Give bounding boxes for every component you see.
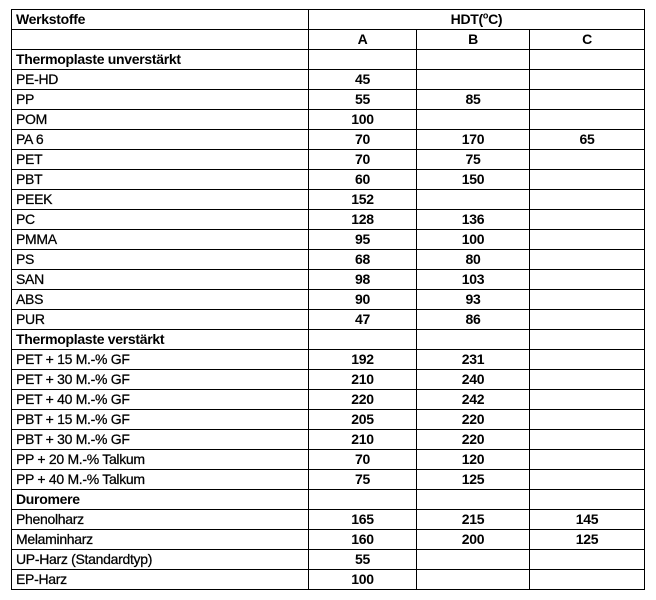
material-name: PE-HD	[12, 70, 309, 90]
hdt-value-c	[530, 290, 645, 310]
table-row	[12, 430, 645, 450]
hdt-value-b: 220	[417, 410, 530, 430]
hdt-value-b: 103	[417, 270, 530, 290]
section-empty-cell	[309, 330, 417, 350]
table-row	[12, 310, 645, 330]
table-row	[12, 290, 645, 310]
section-empty-cell	[309, 490, 417, 510]
material-name: POM	[12, 110, 309, 130]
section-empty-cell	[530, 490, 645, 510]
hdt-value-a: 60	[309, 170, 417, 190]
material-name: PEEK	[12, 190, 309, 210]
hdt-value-a: 90	[309, 290, 417, 310]
hdt-value-a: 100	[309, 570, 417, 590]
hdt-value-a: 95	[309, 230, 417, 250]
material-name: EP-Harz	[12, 570, 309, 590]
hdt-value-a: 68	[309, 250, 417, 270]
hdt-value-b: 120	[417, 450, 530, 470]
hdt-value-b	[417, 110, 530, 130]
hdt-value-c	[530, 310, 645, 330]
hdt-value-b: 125	[417, 470, 530, 490]
hdt-value-c	[530, 170, 645, 190]
hdt-value-c	[530, 350, 645, 370]
hdt-value-c: 65	[530, 130, 645, 150]
hdt-value-c	[530, 90, 645, 110]
hdt-header-suffix: C)	[488, 11, 503, 27]
material-name: PBT + 30 M.-% GF	[12, 430, 309, 450]
hdt-value-b	[417, 570, 530, 590]
hdt-value-b: 85	[417, 90, 530, 110]
material-name: PP + 20 M.-% Talkum	[12, 450, 309, 470]
hdt-value-c	[530, 550, 645, 570]
hdt-table-body	[12, 10, 645, 590]
table-row	[12, 570, 645, 590]
table-row	[12, 190, 645, 210]
hdt-value-b: 170	[417, 130, 530, 150]
section-row	[12, 490, 645, 510]
section-empty-cell	[530, 50, 645, 70]
hdt-value-a: 70	[309, 130, 417, 150]
hdt-value-c	[530, 230, 645, 250]
hdt-value-a: 70	[309, 150, 417, 170]
table-row	[12, 450, 645, 470]
table-row	[12, 170, 645, 190]
hdt-value-c	[530, 250, 645, 270]
material-name: PC	[12, 210, 309, 230]
material-name: ABS	[12, 290, 309, 310]
section-empty-cell	[417, 490, 530, 510]
table-row	[12, 70, 645, 90]
header-row	[12, 10, 645, 30]
table-row	[12, 250, 645, 270]
hdt-value-a: 165	[309, 510, 417, 530]
hdt-table	[11, 9, 645, 590]
table-row	[12, 350, 645, 370]
material-name: PP + 40 M.-% Talkum	[12, 470, 309, 490]
hdt-value-c	[530, 410, 645, 430]
material-name: SAN	[12, 270, 309, 290]
hdt-value-a: 47	[309, 310, 417, 330]
hdt-value-b: 242	[417, 390, 530, 410]
section-empty-cell	[417, 50, 530, 70]
table-row	[12, 390, 645, 410]
material-name: PET + 30 M.-% GF	[12, 370, 309, 390]
method-b-header: B	[417, 30, 530, 50]
section-empty-cell	[309, 50, 417, 70]
section-empty-cell	[530, 330, 645, 350]
hdt-value-a: 55	[309, 550, 417, 570]
hdt-column-header	[309, 10, 645, 30]
hdt-value-c	[530, 470, 645, 490]
hdt-value-b	[417, 190, 530, 210]
section-title: Thermoplaste verstärkt	[12, 330, 309, 350]
table-row	[12, 150, 645, 170]
hdt-value-a: 128	[309, 210, 417, 230]
method-c-header: C	[530, 30, 645, 50]
material-column-header: Werkstoffe	[12, 10, 309, 30]
hdt-header-degree: o	[482, 10, 489, 21]
material-name: PA 6	[12, 130, 309, 150]
table-row	[12, 510, 645, 530]
table-row	[12, 550, 645, 570]
hdt-value-b: 200	[417, 530, 530, 550]
hdt-value-b: 80	[417, 250, 530, 270]
material-name: Phenolharz	[12, 510, 309, 530]
table-row	[12, 270, 645, 290]
hdt-value-c	[530, 430, 645, 450]
hdt-value-c: 125	[530, 530, 645, 550]
hdt-value-a: 55	[309, 90, 417, 110]
hdt-value-a: 152	[309, 190, 417, 210]
material-name: PMMA	[12, 230, 309, 250]
hdt-value-a: 98	[309, 270, 417, 290]
section-row	[12, 330, 645, 350]
hdt-value-c	[530, 210, 645, 230]
hdt-value-a: 205	[309, 410, 417, 430]
section-title: Duromere	[12, 490, 309, 510]
section-empty-cell	[417, 330, 530, 350]
hdt-value-a: 210	[309, 430, 417, 450]
hdt-value-b: 231	[417, 350, 530, 370]
material-name: PUR	[12, 310, 309, 330]
hdt-value-b	[417, 70, 530, 90]
hdt-value-c	[530, 70, 645, 90]
material-name: PBT + 15 M.-% GF	[12, 410, 309, 430]
hdt-value-b: 220	[417, 430, 530, 450]
hdt-value-c	[530, 570, 645, 590]
hdt-value-a: 220	[309, 390, 417, 410]
hdt-value-a: 192	[309, 350, 417, 370]
hdt-value-c	[530, 110, 645, 130]
table-row	[12, 210, 645, 230]
hdt-value-a: 45	[309, 70, 417, 90]
hdt-value-c	[530, 270, 645, 290]
hdt-value-b: 86	[417, 310, 530, 330]
hdt-value-b: 136	[417, 210, 530, 230]
material-name: PET + 15 M.-% GF	[12, 350, 309, 370]
hdt-value-b: 100	[417, 230, 530, 250]
table-row	[12, 110, 645, 130]
hdt-header-prefix: HDT(	[450, 11, 483, 27]
material-name: PET	[12, 150, 309, 170]
table-row	[12, 230, 645, 250]
hdt-value-a: 75	[309, 470, 417, 490]
table-row	[12, 410, 645, 430]
hdt-value-a: 100	[309, 110, 417, 130]
hdt-value-c	[530, 390, 645, 410]
hdt-value-b: 240	[417, 370, 530, 390]
section-row	[12, 50, 645, 70]
hdt-value-b	[417, 550, 530, 570]
hdt-value-c	[530, 190, 645, 210]
hdt-value-b: 93	[417, 290, 530, 310]
material-name: PS	[12, 250, 309, 270]
hdt-value-b: 75	[417, 150, 530, 170]
table-row	[12, 530, 645, 550]
hdt-value-b: 150	[417, 170, 530, 190]
hdt-value-c	[530, 370, 645, 390]
hdt-value-a: 210	[309, 370, 417, 390]
material-name: PP	[12, 90, 309, 110]
material-name: Melaminharz	[12, 530, 309, 550]
hdt-value-a: 160	[309, 530, 417, 550]
hdt-value-c: 145	[530, 510, 645, 530]
table-row	[12, 470, 645, 490]
table-row	[12, 130, 645, 150]
hdt-value-c	[530, 450, 645, 470]
method-header-row	[12, 30, 645, 50]
material-name: PET + 40 M.-% GF	[12, 390, 309, 410]
method-header-blank	[12, 30, 309, 50]
hdt-value-a: 70	[309, 450, 417, 470]
hdt-value-b: 215	[417, 510, 530, 530]
material-name: UP-Harz (Standardtyp)	[12, 550, 309, 570]
hdt-value-c	[530, 150, 645, 170]
material-name: PBT	[12, 170, 309, 190]
table-row	[12, 370, 645, 390]
section-title: Thermoplaste unverstärkt	[12, 50, 309, 70]
table-row	[12, 90, 645, 110]
method-a-header: A	[309, 30, 417, 50]
